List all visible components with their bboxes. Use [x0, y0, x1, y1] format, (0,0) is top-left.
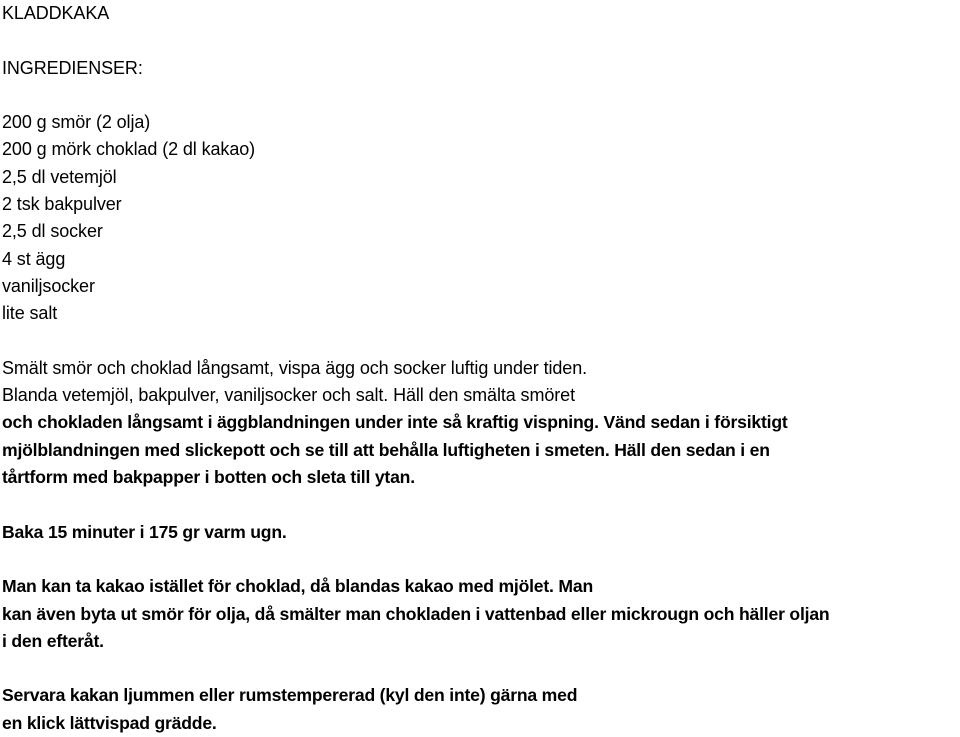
tip-line: Man kan ta kakao istället för choklad, då blandas kakao med mjölet. Man	[2, 576, 594, 597]
ingredient-item: 2,5 dl socker	[2, 221, 103, 242]
ingredient-item: lite salt	[2, 303, 58, 324]
serving-paragraph	[2, 682, 958, 737]
serving-line: en klick lättvispad grädde.	[2, 712, 217, 733]
ingredient-item: 200 g smör (2 olja)	[2, 112, 151, 133]
ingredient-item: 200 g mörk choklad (2 dl kakao)	[2, 139, 256, 160]
spacer	[2, 27, 958, 54]
recipe-document	[2, 0, 958, 737]
baking-line: Baka 15 minuter i 175 gr varm ugn.	[2, 521, 287, 542]
instruction-line: och chokladen långsamt i äggblandningen under inte så kraftig vispning. Vänd sedan i försiktigt	[2, 412, 788, 433]
ingredients-list	[2, 109, 958, 327]
instruction-line: tårtform med bakpapper i botten och sleta till ytan.	[2, 467, 415, 488]
tip-line: kan även byta ut smör för olja, då smälter man chokladen i vattenbad eller mickrougn och häller oljan	[2, 603, 830, 624]
tip-line: i den efteråt.	[2, 630, 104, 651]
spacer	[2, 82, 958, 109]
ingredient-item: 2 tsk bakpulver	[2, 194, 122, 215]
instruction-line: Blanda vetemjöl, bakpulver, vaniljsocker och salt. Häll den smälta smöret	[2, 385, 575, 406]
recipe-title: KLADDKAKA	[2, 3, 110, 23]
tip-paragraph	[2, 573, 958, 655]
ingredient-item: 2,5 dl vetemjöl	[2, 166, 117, 187]
instruction-line: mjölblandningen med slickepott och se till att behålla luftigheten i smeten. Häll den sedan i en	[2, 439, 770, 460]
baking-paragraph	[2, 519, 958, 546]
instructions-paragraph	[2, 355, 958, 491]
spacer	[2, 546, 958, 573]
ingredient-item: 4 st ägg	[2, 248, 66, 269]
instruction-line: Smält smör och choklad långsamt, vispa ägg och socker luftig under tiden.	[2, 357, 588, 378]
spacer	[2, 655, 958, 682]
ingredients-heading: INGREDIENSER:	[2, 57, 143, 78]
serving-line: Servara kakan ljummen eller rumstempererad (kyl den inte) gärna med	[2, 685, 578, 706]
ingredient-item: vaniljsocker	[2, 275, 95, 296]
spacer	[2, 328, 958, 355]
spacer	[2, 491, 958, 518]
